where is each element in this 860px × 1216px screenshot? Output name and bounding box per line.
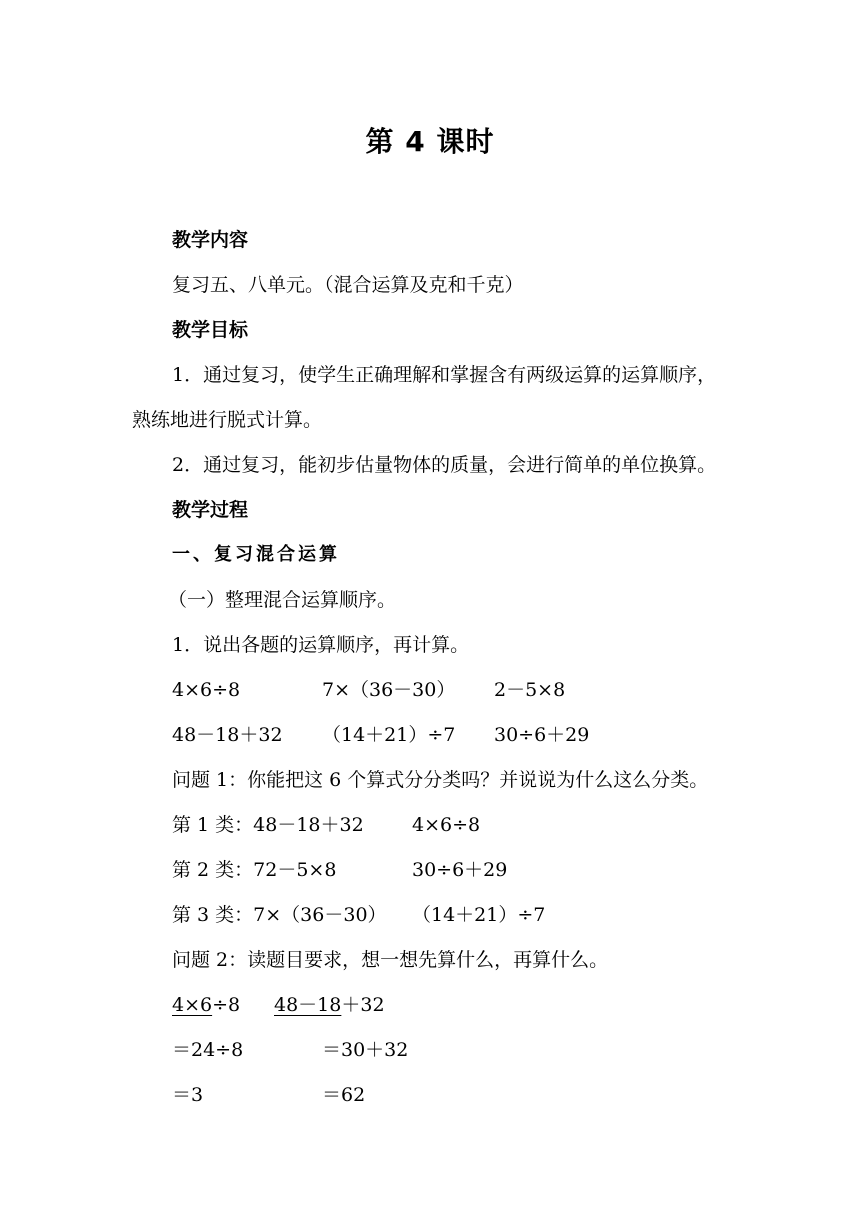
category-label: 第 1 类：48－18＋32 [172,814,364,836]
work-left-rest: ÷8 [212,994,241,1016]
expression: 30÷6＋29 [494,724,590,746]
work-right-step-1: ＝30＋32 [322,1039,409,1061]
subsection-1: （一）整理混合运算顺序。 [168,589,397,611]
content-heading: 教学内容 [172,229,249,251]
work-right-expression [274,993,385,1017]
work-right-underlined-step: 48－18 [274,994,342,1016]
work-left-step-1: ＝24÷8 [172,1039,244,1061]
work-left-expression [172,993,240,1017]
goals-heading: 教学目标 [172,319,249,341]
category-expression: 30÷6＋29 [412,859,508,881]
category-expression: 4×6÷8 [412,814,481,836]
goal-1-line-2: 熟练地进行脱式计算。 [132,409,323,431]
content-text: 复习五、八单元。（混合运算及克和千克） [172,274,524,296]
category-label: 第 3 类：7×（36－30） [172,904,387,926]
category-expression: （14＋21）÷7 [412,904,546,926]
expression: 48－18＋32 [172,724,283,746]
work-left-underlined-step: 4×6 [172,994,213,1016]
expression: （14＋21）÷7 [322,724,456,746]
goal-1-line-1: 1．通过复习，使学生正确理解和掌握含有两级运算的运算顺序， [172,364,717,386]
work-right-rest: ＋32 [341,994,385,1016]
goal-2: 2．通过复习，能初步估量物体的质量，会进行简单的单位换算。 [172,454,717,476]
question-2: 问题 2：读题目要求，想一想先算什么，再算什么。 [172,949,609,971]
expression: 4×6÷8 [172,679,241,701]
expression: 7×（36－30） [322,679,456,701]
question-1: 问题 1：你能把这 6 个算式分分类吗？并说说为什么这么分类。 [172,769,709,791]
process-heading: 教学过程 [172,499,249,521]
work-left-step-2: ＝3 [172,1084,204,1106]
page-title: 第 4 课时 [365,125,495,158]
category-label: 第 2 类：72－5×8 [172,859,337,881]
expression: 2－5×8 [494,679,566,701]
task-1: 1．说出各题的运算顺序，再计算。 [172,634,470,656]
part-1-heading: 一、复习混合运算 [172,544,340,565]
work-right-step-2: ＝62 [322,1084,366,1106]
